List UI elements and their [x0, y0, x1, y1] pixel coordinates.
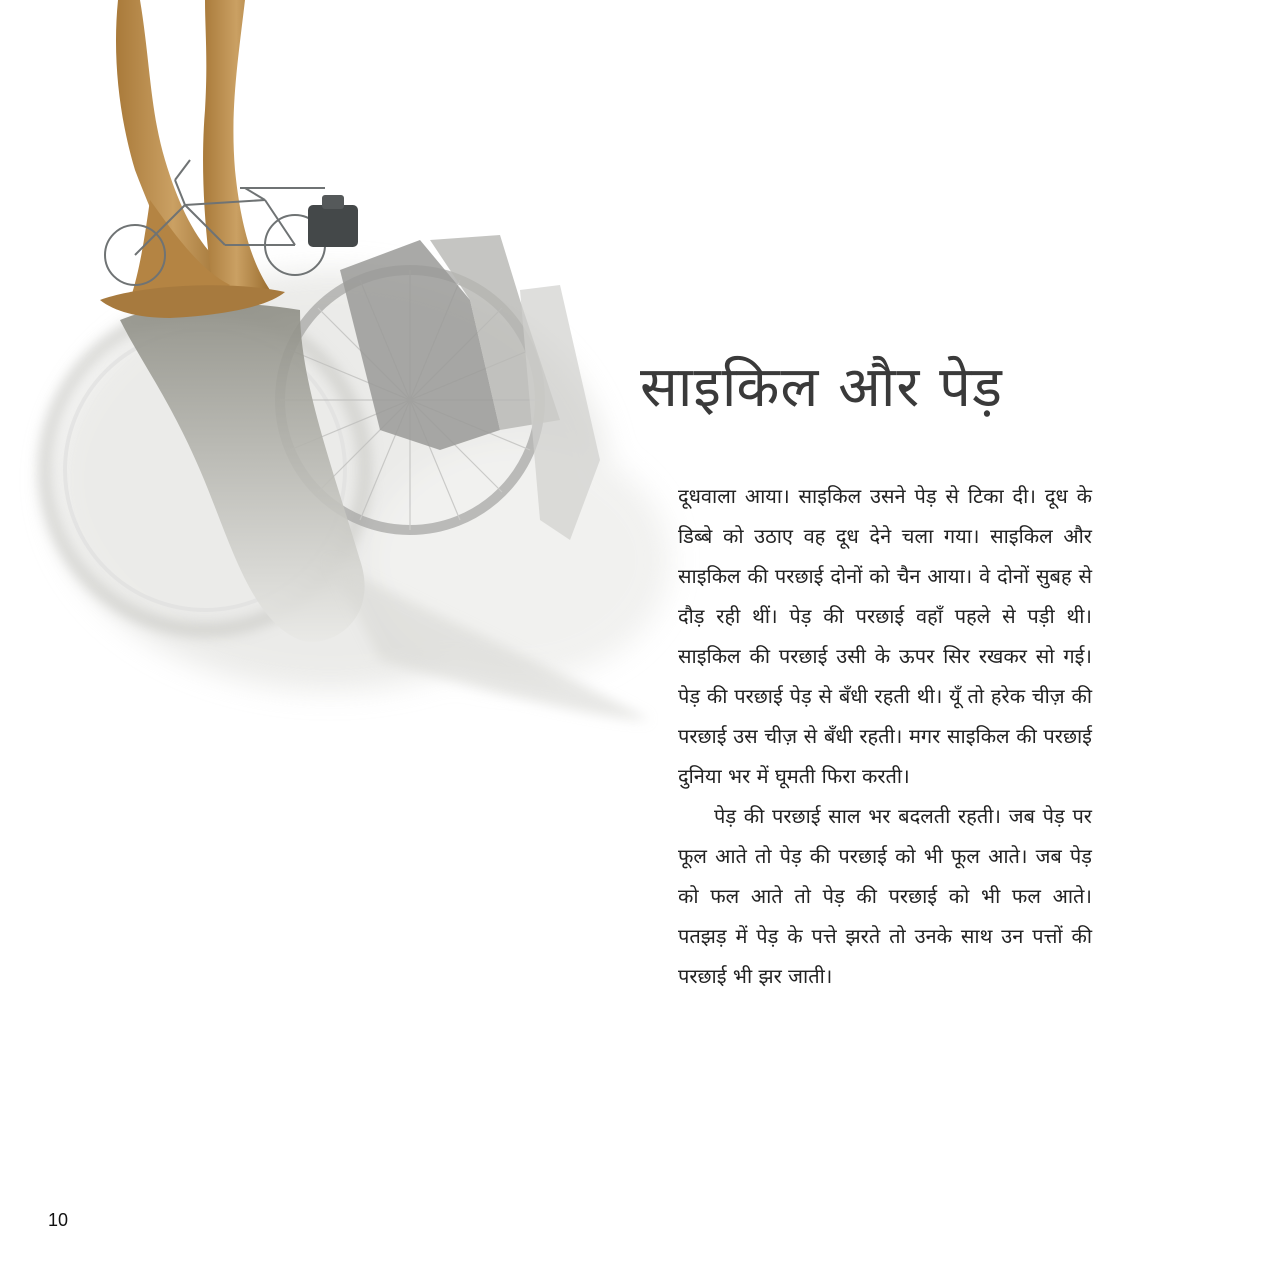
tree-trunks — [100, 0, 285, 318]
tree-bicycle-illustration — [0, 0, 700, 760]
page-title: साइकिल और पेड़ — [640, 355, 1003, 420]
page-number: 10 — [48, 1210, 69, 1230]
milk-can-icon — [308, 195, 358, 247]
story-paragraph-2: पेड़ की परछाई साल भर बदलती रहती। जब पेड़ पर फूल आते तो पेड़ की परछाई को भी फूल आते। जब पेड़ को फल आते तो पेड़ की परछाई को भी फल आते। पतझड़ में पेड़ के पत्ते झरते तो उनके साथ उन पत्तों की परछाई भी झर जाती। — [678, 804, 1092, 988]
story-text — [678, 476, 1092, 996]
story-paragraph-1: दूधवाला आया। साइकिल उसने पेड़ से टिका दी। दूध के डिब्बे को उठाए वह दूध देने चला गया। साइकिल और साइकिल की परछाई दोनों को चैन आया। वे दोनों सुबह से दौड़ रही थीं। पेड़ की परछाई वहाँ पहले से पड़ी थी। साइकिल की परछाई उसी के ऊपर सिर रखकर सो गई। पेड़ की परछाई पेड़ से बँधी रहती थी। यूँ तो हरेक चीज़ की परछाई उस चीज़ से बँधी रहती। मगर साइकिल की परछाई दुनिया भर में घूमती फिरा करती। — [678, 484, 1092, 788]
